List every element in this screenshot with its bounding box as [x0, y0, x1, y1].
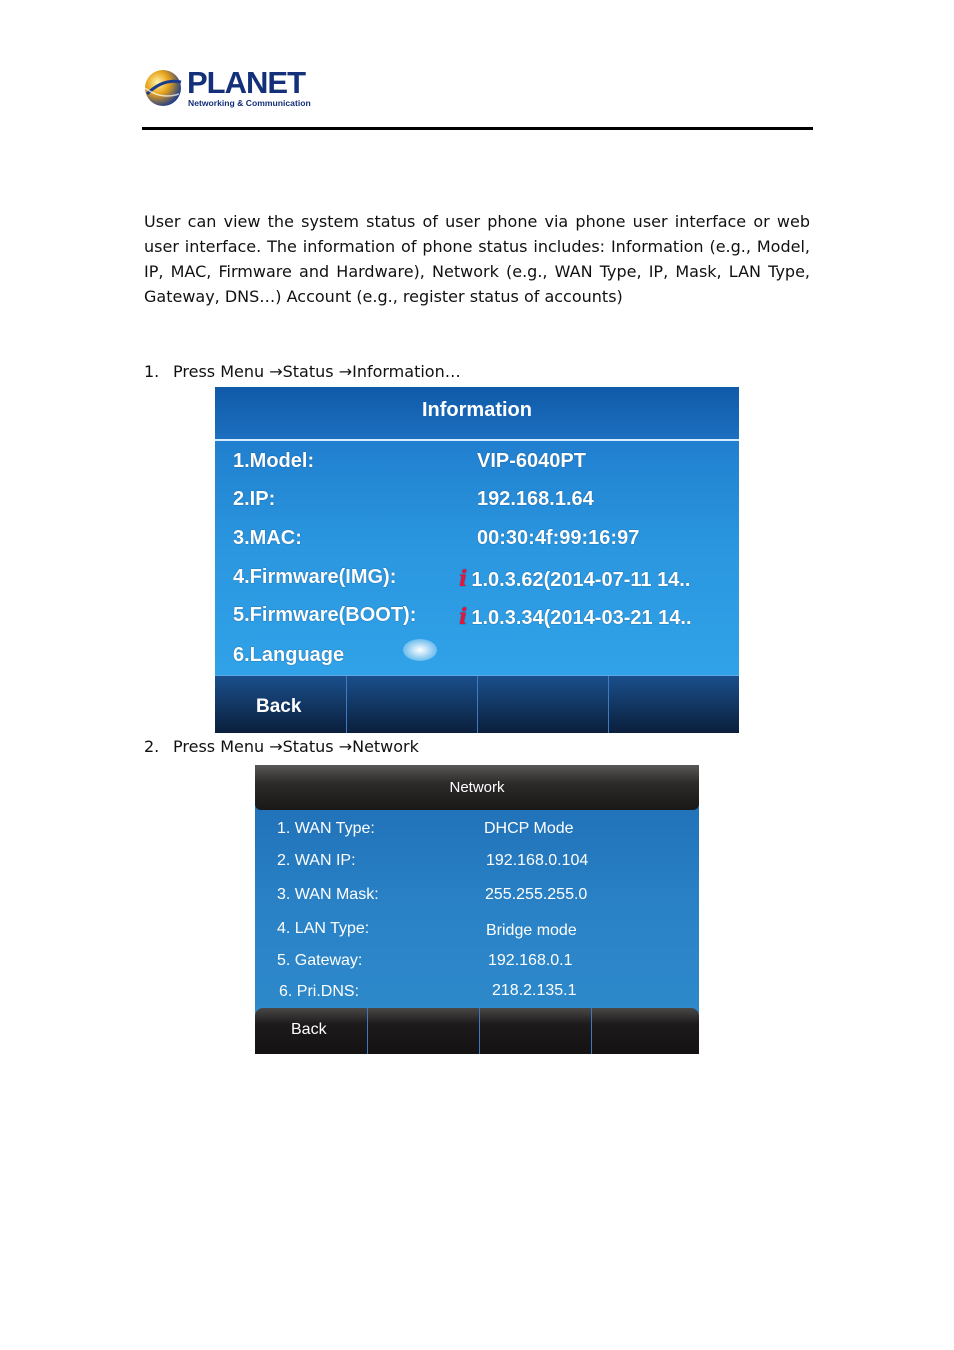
- softkey-divider: [477, 676, 478, 733]
- info-value: 1.0.3.34(2014-03-21 14..: [471, 607, 692, 629]
- step-number: 1.: [144, 362, 160, 381]
- info-value: 00:30:4f:99:16:97: [477, 527, 640, 549]
- screen-title-bar: [215, 387, 739, 441]
- net-value: 192.168.0.1: [488, 952, 573, 969]
- info-label: 5.Firmware(BOOT):: [233, 604, 417, 626]
- info-row-language[interactable]: [215, 644, 739, 674]
- net-value: 192.168.0.104: [486, 852, 589, 869]
- header-divider: [142, 127, 813, 130]
- softkey-divider: [608, 676, 609, 733]
- info-value: 192.168.1.64: [477, 488, 594, 510]
- back-softkey[interactable]: Back: [256, 696, 302, 717]
- info-row-model[interactable]: [215, 450, 739, 480]
- planet-logo: [143, 66, 313, 110]
- info-label: 4.Firmware(IMG):: [233, 566, 397, 588]
- net-value: 255.255.255.0: [485, 886, 588, 903]
- net-row-wan-type[interactable]: [255, 820, 699, 842]
- step-text: Press Menu →Status →Information…: [173, 362, 461, 381]
- info-row-ip[interactable]: [215, 488, 739, 518]
- net-row-wan-mask[interactable]: [255, 886, 699, 908]
- softkey-bar: [215, 675, 739, 733]
- info-i-icon: i: [459, 566, 468, 592]
- softkey-divider: [367, 1008, 368, 1054]
- step-number: 2.: [144, 737, 160, 756]
- screen-glare: [403, 639, 437, 661]
- softkey-bar: [255, 1008, 699, 1054]
- softkey-divider: [591, 1008, 592, 1054]
- net-value: Bridge mode: [486, 922, 577, 939]
- net-label: 1. WAN Type:: [277, 820, 375, 837]
- step-text: Press Menu →Status →Network: [173, 737, 419, 756]
- net-value: 218.2.135.1: [492, 982, 577, 999]
- net-row-gateway[interactable]: [255, 952, 699, 974]
- screen-title-bar: [255, 765, 699, 810]
- info-value: 1.0.3.62(2014-07-11 14..: [471, 569, 691, 591]
- info-value-wrap: [459, 604, 692, 630]
- step-2: [144, 737, 419, 757]
- info-row-firmware-boot[interactable]: [215, 604, 739, 634]
- info-label: 1.Model:: [233, 450, 315, 472]
- softkey-divider: [479, 1008, 480, 1054]
- logo-tagline: Networking & Communication: [188, 98, 311, 108]
- net-label: 3. WAN Mask:: [277, 886, 379, 903]
- info-label: 3.MAC:: [233, 527, 302, 549]
- info-row-firmware-img[interactable]: [215, 566, 739, 596]
- globe-logo-icon: [143, 68, 183, 108]
- net-label: 5. Gateway:: [277, 952, 363, 969]
- info-label: 2.IP:: [233, 488, 276, 510]
- info-row-mac[interactable]: [215, 527, 739, 557]
- net-row-wan-ip[interactable]: [255, 852, 699, 874]
- net-row-pri-dns[interactable]: [255, 983, 699, 1005]
- net-value: DHCP Mode: [484, 820, 574, 837]
- info-value: VIP-6040PT: [477, 450, 586, 472]
- step-1: [144, 362, 461, 382]
- net-row-lan-type[interactable]: [255, 920, 699, 942]
- net-label: 2. WAN IP:: [277, 852, 356, 869]
- intro-paragraph: User can view the system status of user phone via phone user interface or web user interface. The information of phone status includes: Information (e.g., Model, IP, MAC, Firmware and Hardware), Network (e.g., WAN Type, IP, Mask, LAN Type, Gateway, DNS…) Account (e.g., register status of accounts): [144, 212, 810, 306]
- screen-title: Network: [449, 779, 505, 796]
- softkey-divider: [346, 676, 347, 733]
- back-softkey[interactable]: Back: [291, 1021, 327, 1038]
- information-screen: [215, 387, 739, 733]
- net-label: 4. LAN Type:: [277, 920, 370, 937]
- info-label: 6.Language: [233, 644, 345, 666]
- logo-wordmark: PLANET: [187, 65, 305, 100]
- net-label: 6. Pri.DNS:: [279, 983, 360, 1000]
- info-value-wrap: [459, 566, 690, 592]
- network-screen: [255, 765, 699, 1054]
- info-i-icon: i: [459, 604, 468, 630]
- screen-title: Information: [422, 399, 532, 421]
